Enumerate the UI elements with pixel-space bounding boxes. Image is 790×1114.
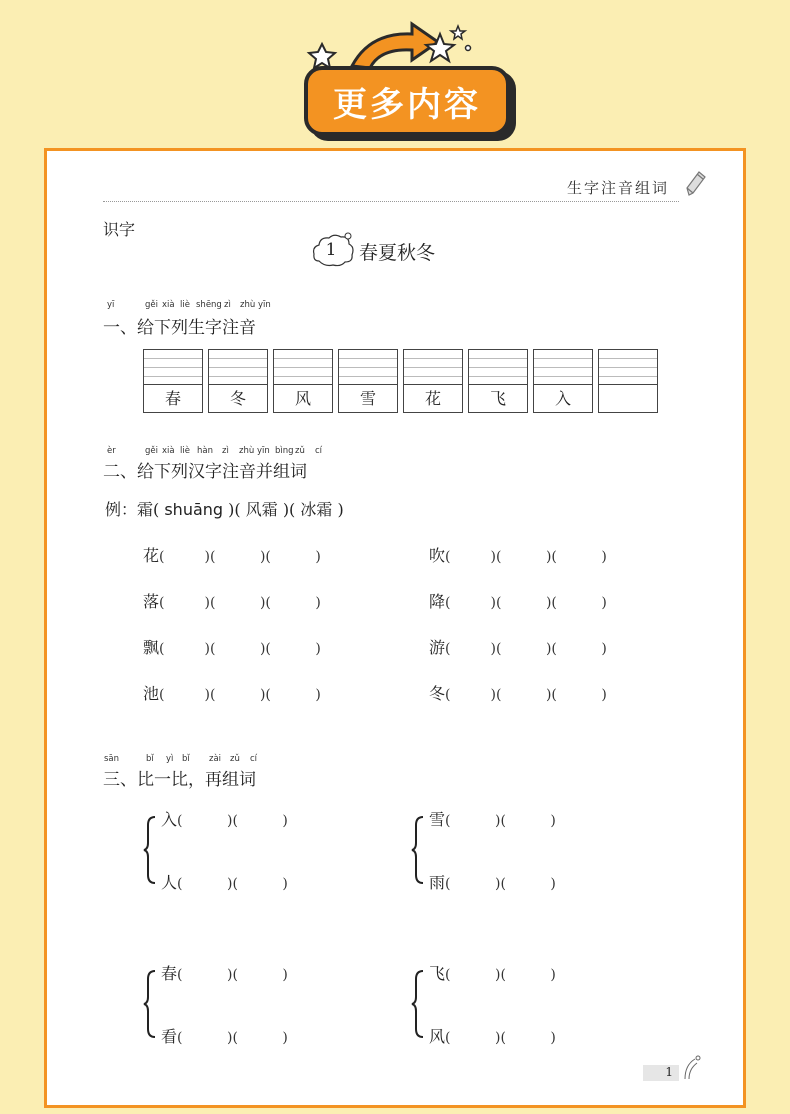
pinyin-lines: [469, 350, 527, 385]
worksheet-page: [44, 148, 746, 1108]
page-number: 1: [643, 1065, 679, 1081]
fill-in-row[interactable]: [143, 635, 321, 658]
pinyin-label: bǐ: [146, 754, 154, 764]
pencil-icon: [683, 169, 707, 197]
answer-blanks[interactable]: ( )( ): [445, 967, 556, 983]
pinyin-label: liè: [180, 446, 190, 456]
compare-row[interactable]: [161, 807, 288, 830]
pinyin-lines: [534, 350, 592, 385]
pinyin-label: gěi: [145, 300, 158, 310]
pinyin-label: cí: [315, 446, 323, 456]
pinyin-lines: [404, 350, 462, 385]
example-prefix: 例：霜(: [105, 500, 160, 519]
brace-icon: [143, 815, 159, 885]
answer-blanks[interactable]: ( )( ): [445, 813, 556, 829]
example-rest: )( 风霜 )( 冰霜 ): [228, 500, 344, 519]
row-character: 游: [429, 638, 446, 657]
grid-character: 入: [554, 389, 571, 408]
pinyin-label: cí: [250, 754, 258, 764]
pinyin-lines: [339, 350, 397, 385]
row-character: 花: [143, 546, 160, 565]
answer-blanks[interactable]: ( )( )( ): [445, 687, 607, 703]
answer-blanks[interactable]: ( )( )( ): [159, 595, 321, 611]
more-content-banner[interactable]: [300, 18, 520, 128]
compare-row[interactable]: [429, 961, 556, 984]
fill-in-row[interactable]: [143, 589, 321, 612]
grid-character: 飞: [489, 389, 506, 408]
grid-character: 春: [164, 389, 181, 408]
answer-blanks[interactable]: ( )( )( ): [159, 687, 321, 703]
pinyin-label: yī: [107, 300, 115, 310]
pinyin-label: bìng: [275, 446, 294, 456]
lesson-title-block: [311, 231, 435, 271]
compare-character: 入: [161, 810, 178, 829]
brace-icon: [143, 969, 159, 1039]
grid-cell[interactable]: [468, 349, 528, 413]
answer-blanks[interactable]: ( )( ): [445, 876, 556, 892]
pinyin-lines: [209, 350, 267, 385]
pinyin-label: zài: [209, 754, 222, 764]
compare-character: 春: [161, 964, 178, 983]
pinyin-label: bǐ: [182, 754, 190, 764]
pinyin-lines: [599, 350, 657, 385]
grid-cell[interactable]: [273, 349, 333, 413]
fill-in-row[interactable]: [429, 635, 607, 658]
pinyin-label: xià: [162, 300, 175, 310]
row-character: 吹: [429, 546, 446, 565]
brace-icon: [411, 815, 427, 885]
grid-cell[interactable]: [143, 349, 203, 413]
fill-in-row[interactable]: [429, 543, 607, 566]
row-character: 落: [143, 592, 160, 611]
grid-cell[interactable]: [598, 349, 658, 413]
row-character: 池: [143, 684, 160, 703]
answer-blanks[interactable]: ( )( )( ): [445, 641, 607, 657]
row-character: 冬: [429, 684, 446, 703]
section-label: 识字: [103, 220, 136, 239]
pinyin-label: zǔ: [295, 446, 305, 456]
pinyin-label: zì: [224, 300, 231, 310]
grid-character: 冬: [229, 389, 246, 408]
lesson-number: 1: [325, 240, 337, 260]
fill-in-row[interactable]: [143, 543, 321, 566]
answer-blanks[interactable]: ( )( ): [177, 813, 288, 829]
answer-blanks[interactable]: ( )( ): [445, 1030, 556, 1046]
pinyin-label: yīn: [257, 446, 270, 456]
row-character: 降: [429, 592, 446, 611]
lesson-title: 春夏秋冬: [359, 241, 436, 264]
compare-character: 人: [161, 873, 178, 892]
answer-blanks[interactable]: ( )( )( ): [445, 549, 607, 565]
pinyin-label: zhù: [239, 446, 255, 456]
page-header-title: 生字注音组词: [567, 179, 670, 197]
compare-character: 雪: [429, 810, 446, 829]
pinyin-label: zǔ: [230, 754, 240, 764]
pinyin-label: hàn: [197, 446, 213, 456]
grid-cell[interactable]: [533, 349, 593, 413]
pinyin-label: zhù: [240, 300, 256, 310]
pinyin-label: shēng: [196, 300, 222, 310]
pinyin-label: sān: [104, 754, 120, 764]
q3-heading: 三、比一比，再组词: [103, 770, 256, 790]
example-pinyin: shuāng: [164, 500, 224, 519]
example-line: [105, 497, 344, 520]
pinyin-lines: [274, 350, 332, 385]
grid-cell[interactable]: [208, 349, 268, 413]
answer-blanks[interactable]: ( )( ): [177, 876, 288, 892]
pinyin-label: zì: [222, 446, 229, 456]
pinyin-label: liè: [180, 300, 190, 310]
grid-character: 花: [424, 389, 441, 408]
compare-character: 看: [161, 1027, 178, 1046]
compare-character: 雨: [429, 873, 446, 892]
pinyin-label: gěi: [145, 446, 158, 456]
grid-cell[interactable]: [338, 349, 398, 413]
answer-blanks[interactable]: ( )( ): [177, 967, 288, 983]
compare-character: 飞: [429, 964, 446, 983]
compare-row[interactable]: [161, 961, 288, 984]
q2-heading: 二、给下列汉字注音并组词: [103, 462, 307, 482]
grid-character: 风: [294, 389, 311, 408]
grid-cell[interactable]: [403, 349, 463, 413]
pinyin-lines: [144, 350, 202, 385]
compare-row[interactable]: [429, 870, 556, 893]
compare-row[interactable]: [429, 1024, 556, 1047]
writing-grid: [143, 349, 658, 413]
row-character: 飘: [143, 638, 160, 657]
fill-in-row[interactable]: [429, 589, 607, 612]
pinyin-label: èr: [107, 446, 116, 456]
cloud-number-icon: [311, 231, 357, 271]
answer-blanks[interactable]: ( )( )( ): [445, 595, 607, 611]
header-divider: [103, 201, 679, 202]
answer-blanks[interactable]: ( )( )( ): [159, 641, 321, 657]
answer-blanks[interactable]: ( )( ): [177, 1030, 288, 1046]
fill-in-row[interactable]: [143, 681, 321, 704]
pinyin-label: yì: [166, 754, 174, 764]
answer-blanks[interactable]: ( )( )( ): [159, 549, 321, 565]
fill-in-row[interactable]: [429, 681, 607, 704]
compare-row[interactable]: [161, 1024, 288, 1047]
pinyin-label: xià: [162, 446, 175, 456]
compare-row[interactable]: [161, 870, 288, 893]
brace-icon: [411, 969, 427, 1039]
pinyin-label: yīn: [258, 300, 271, 310]
grid-character: 雪: [359, 389, 376, 408]
compare-row[interactable]: [429, 807, 556, 830]
banner-label: 更多内容: [333, 84, 481, 125]
quill-icon: [679, 1053, 703, 1081]
q1-heading: 一、给下列生字注音: [103, 318, 256, 338]
compare-character: 风: [429, 1027, 446, 1046]
